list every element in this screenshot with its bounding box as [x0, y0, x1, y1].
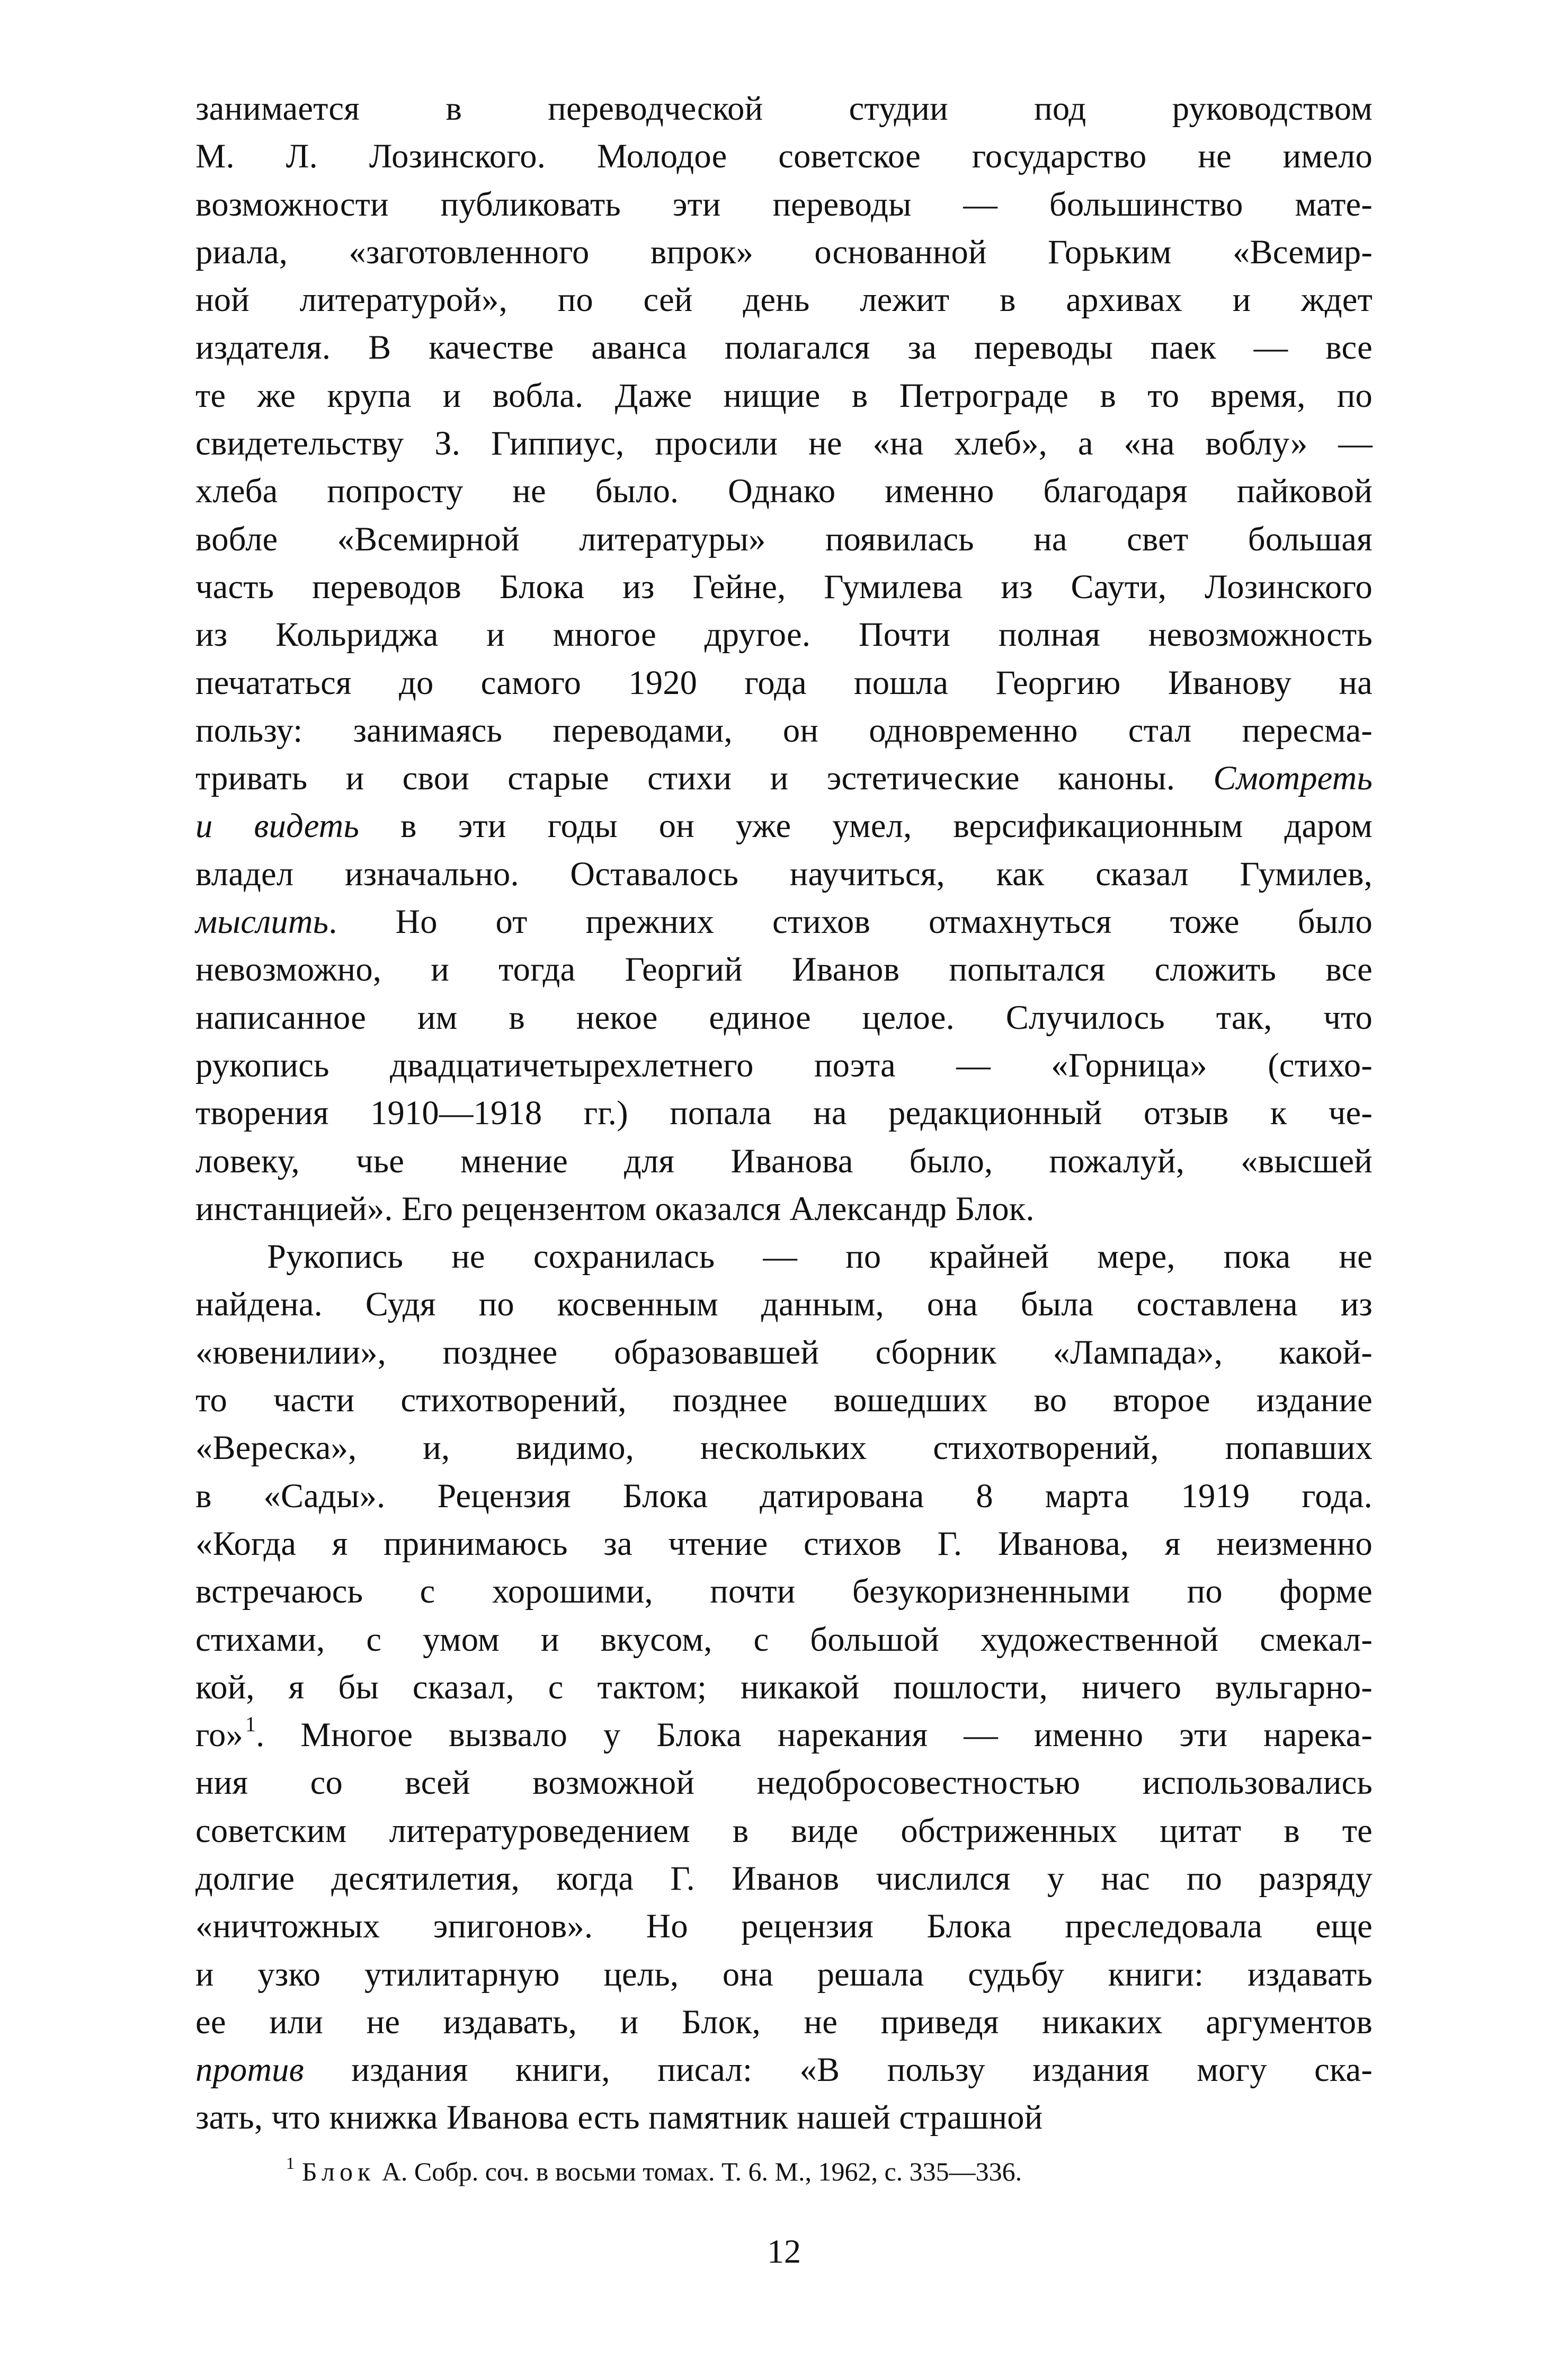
text-line — [195, 420, 1373, 467]
text-segment: найдена. Судя по косвенным данным, она была составлена из — [195, 1285, 1373, 1323]
text-segment: Рукопись не сохранилась — по крайней мере, пока не — [267, 1238, 1373, 1276]
text-line — [195, 515, 1373, 563]
text-line — [195, 228, 1373, 276]
text-segment: издателя. В качестве аванса полагался за переводы паек — все — [195, 328, 1373, 367]
text-segment: ловеку, чье мнение для Иванова было, пожалуй, «высшей — [195, 1142, 1373, 1180]
text-line — [195, 1376, 1373, 1424]
text-segment: кой, я бы сказал, с тактом; никакой пошлости, ничего вульгарно- — [195, 1668, 1373, 1706]
text-segment: . Многое вызвало у Блока нарекания — именно эти нарека- — [256, 1716, 1373, 1754]
page-number: 12 — [767, 2232, 801, 2270]
text-segment: издания книги, писал: «В пользу издания могу ска- — [304, 2051, 1373, 2089]
italic-text: Смотреть — [1213, 759, 1373, 797]
text-line — [195, 1424, 1373, 1472]
text-line — [195, 707, 1373, 754]
italic-text: мыслить — [195, 903, 329, 941]
text-segment: пользу: занимаясь переводами, он одновременно стал пересма- — [195, 711, 1373, 749]
text-line — [195, 2094, 1373, 2141]
text-segment: встречаюсь с хорошими, почти безукоризненными по форме — [195, 1572, 1373, 1610]
footnote-mark: 1 — [286, 2154, 295, 2173]
text-line — [195, 563, 1373, 611]
text-line — [195, 1807, 1373, 1855]
text-line — [195, 611, 1373, 659]
text-line — [195, 276, 1373, 324]
text-segment: М. Л. Лозинского. Молодое советское государство не имело — [195, 137, 1373, 175]
text-line — [195, 1280, 1373, 1328]
text-segment: зать, что книжка Иванова есть памятник нашей страшной — [195, 2098, 1043, 2137]
italic-text: и видеть — [195, 807, 360, 845]
text-segment: свидетельству З. Гиппиус, просили не «на хлеб», а «на воблу» — — [195, 424, 1373, 462]
text-segment: советским литературоведением в виде обстриженных цитат в те — [195, 1811, 1373, 1849]
text-line — [195, 132, 1373, 180]
text-segment: «ювенилии», позднее образовавшей сборник «Лампада», какой- — [195, 1333, 1373, 1371]
text-line — [195, 85, 1373, 132]
footnote-author: Блок — [302, 2157, 376, 2186]
text-segment: владел изначально. Оставалось научиться, как сказал Гумилев, — [195, 855, 1373, 893]
footnote-reference: 1 — [245, 1712, 256, 1737]
text-line — [195, 1616, 1373, 1663]
text-segment: написанное им в некое единое целое. Случилось так, что — [195, 998, 1373, 1036]
text-line — [195, 1233, 1373, 1280]
text-line — [195, 1089, 1373, 1137]
text-segment: ее или не издавать, и Блок, не приведя никаких аргументов — [195, 2003, 1373, 2041]
text-line — [195, 1855, 1373, 1902]
text-segment: часть переводов Блока из Гейне, Гумилева из Саути, Лозинского — [195, 567, 1373, 606]
text-line — [195, 1568, 1373, 1615]
text-line — [195, 1711, 1373, 1759]
text-segment: вобле «Всемирной литературы» появилась на свет большая — [195, 520, 1373, 558]
text-line — [195, 1472, 1373, 1520]
text-line — [195, 850, 1373, 898]
text-line — [195, 994, 1373, 1042]
main-text — [195, 85, 1373, 2142]
text-segment: го» — [195, 1716, 243, 1754]
text-segment: «Вереска», и, видимо, нескольких стихотворений, попавших — [195, 1429, 1373, 1467]
text-line — [195, 2046, 1373, 2094]
text-line — [195, 1902, 1373, 1950]
text-segment: печататься до самого 1920 года пошла Георгию Иванову на — [195, 663, 1373, 701]
text-segment: долгие десятилетия, когда Г. Иванов числился у нас по разряду — [195, 1859, 1373, 1897]
footnote-text: А. Собр. соч. в восьми томах. Т. 6. М., 1962, с. 335—336. — [375, 2157, 1022, 2186]
italic-text: против — [195, 2051, 304, 2089]
text-segment: и узко утилитарную цель, она решала судьбу книги: издавать — [195, 1955, 1373, 1993]
text-segment: рукопись двадцатичетырехлетнего поэта — «Горница» (стихо- — [195, 1046, 1373, 1084]
paragraph — [195, 85, 1373, 1233]
text-segment: «ничтожных эпигонов». Но рецензия Блока преследовала еще — [195, 1907, 1373, 1945]
text-line — [195, 1759, 1373, 1807]
text-segment: возможности публиковать эти переводы — большинство мате- — [195, 185, 1373, 223]
text-segment: в «Сады». Рецензия Блока датирована 8 марта 1919 года. — [195, 1476, 1373, 1515]
text-line — [195, 372, 1373, 420]
text-segment: . Но от прежних стихов отмахнуться тоже было — [328, 903, 1373, 941]
text-segment: в эти годы он уже умел, версификационным даром — [359, 807, 1373, 845]
text-segment: то части стихотворений, позднее вошедших во второе издание — [195, 1381, 1373, 1419]
text-segment: риала, «заготовленного впрок» основанной Горьким «Всемир- — [195, 233, 1373, 271]
text-segment: занимается в переводческой студии под руководством — [195, 90, 1373, 127]
footnote — [286, 2147, 1022, 2187]
text-line — [195, 324, 1373, 371]
paragraph — [195, 1233, 1373, 2142]
text-line — [195, 467, 1373, 515]
text-segment: невозможно, и тогда Георгий Иванов попытался сложить все — [195, 950, 1373, 989]
text-line — [195, 1998, 1373, 2046]
text-line — [195, 1951, 1373, 1998]
text-line — [195, 659, 1373, 707]
text-segment: «Когда я принимаюсь за чтение стихов Г. Иванова, я неизменно — [195, 1524, 1373, 1562]
text-segment: из Кольриджа и многое другое. Почти полная невозможность — [195, 616, 1373, 654]
text-line — [195, 898, 1373, 946]
text-line — [195, 946, 1373, 993]
text-line — [195, 1042, 1373, 1089]
text-line — [195, 181, 1373, 228]
text-segment: хлеба попросту не было. Однако именно благодаря пайковой — [195, 472, 1373, 510]
text-segment: творения 1910—1918 гг.) попала на редакционный отзыв к че- — [195, 1094, 1373, 1132]
text-line — [195, 1185, 1373, 1233]
text-line — [195, 1329, 1373, 1376]
text-line — [195, 1137, 1373, 1185]
text-line — [195, 802, 1373, 850]
text-segment: ной литературой», по сей день лежит в архивах и ждет — [195, 281, 1373, 319]
text-segment: стихами, с умом и вкусом, с большой художественной смекал- — [195, 1620, 1373, 1658]
text-line — [195, 1663, 1373, 1711]
text-segment: тривать и свои старые стихи и эстетические каноны. — [195, 759, 1214, 797]
text-segment: те же крупа и вобла. Даже нищие в Петрограде в то время, по — [195, 376, 1373, 414]
text-segment: инстанцией». Его рецензентом оказался Александр Блок. — [195, 1189, 1035, 1227]
text-line — [195, 1520, 1373, 1568]
text-segment: ния со всей возможной недобросовестностью использовались — [195, 1764, 1373, 1802]
text-line — [195, 754, 1373, 802]
